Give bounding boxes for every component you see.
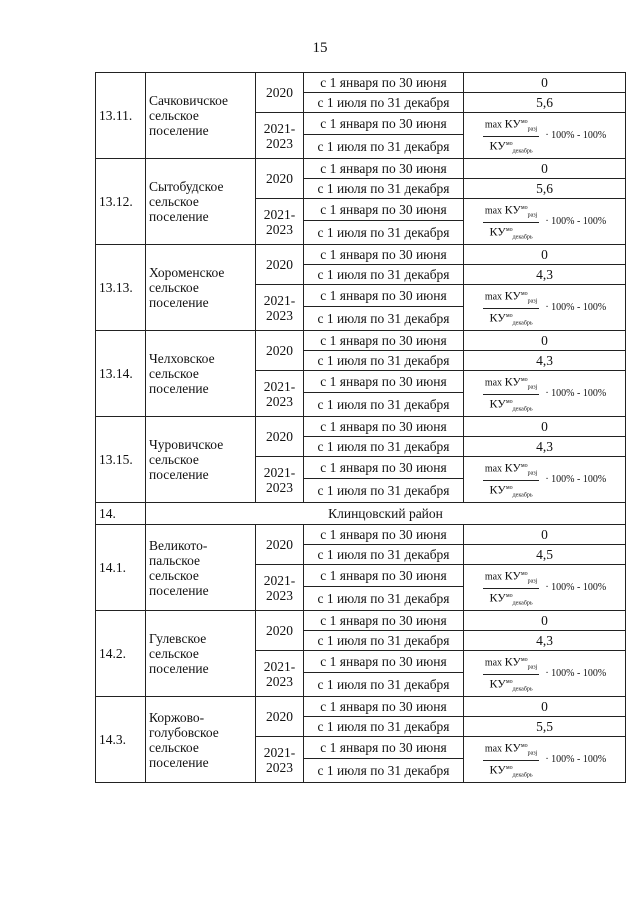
row-number: 14.2. (96, 611, 146, 697)
formula-denominator (488, 481, 535, 500)
formula-fraction (483, 461, 539, 501)
period-second-half: с 1 июля по 31 декабря (304, 93, 464, 113)
year-2021-2023: 2021- 2023 (256, 651, 304, 697)
value-second-half: 4,3 (464, 351, 626, 371)
formula-sub: декабрь (512, 772, 533, 779)
period-second-half: с 1 июля по 31 декабря (304, 265, 464, 285)
period-first-half: с 1 января по 30 июня (304, 371, 464, 393)
table-row (96, 525, 626, 545)
formula-cell (464, 565, 626, 611)
formula-ku: КУ (504, 567, 521, 582)
period-second-half: с 1 июля по 31 декабря (304, 631, 464, 651)
period-second-half: с 1 июля по 31 декабря (304, 759, 464, 783)
ku-formula (483, 655, 606, 695)
year-2021-2023: 2021- 2023 (256, 565, 304, 611)
value-first-half: 0 (464, 697, 626, 717)
value-second-half: 4,5 (464, 545, 626, 565)
formula-numerator (483, 461, 539, 481)
formula-sup: мо (520, 742, 528, 749)
row-number: 13.14. (96, 331, 146, 417)
period-first-half: с 1 января по 30 июня (304, 331, 464, 351)
formula-tail: · 100% - 100% (545, 388, 607, 400)
formula-fraction (483, 375, 539, 415)
formula-cell (464, 457, 626, 503)
row-number: 13.11. (96, 73, 146, 159)
formula-numerator (483, 289, 539, 309)
formula-ku: КУ (489, 590, 506, 605)
period-second-half: с 1 июля по 31 декабря (304, 587, 464, 611)
formula-cell (464, 113, 626, 159)
period-second-half: с 1 июля по 31 декабря (304, 221, 464, 245)
period-second-half: с 1 июля по 31 декабря (304, 673, 464, 697)
region-name: Клинцовский район (146, 503, 626, 525)
ku-formula (483, 569, 606, 609)
row-number: 14.1. (96, 525, 146, 611)
formula-sub: разj (527, 663, 538, 670)
formula-max: max (484, 118, 503, 130)
formula-ku: КУ (504, 459, 521, 474)
formula-sub: разj (527, 211, 538, 218)
table-row (96, 697, 626, 717)
settlement-name: Челховское сельское поселение (146, 331, 256, 417)
table-row (96, 245, 626, 265)
formula-fraction (483, 741, 539, 781)
formula-sub: разj (527, 297, 538, 304)
formula-ku: КУ (489, 762, 506, 777)
formula-cell (464, 371, 626, 417)
formula-ku: КУ (489, 138, 506, 153)
formula-sub: декабрь (512, 686, 533, 693)
year-2021-2023: 2021- 2023 (256, 457, 304, 503)
row-number: 13.13. (96, 245, 146, 331)
period-second-half: с 1 июля по 31 декабря (304, 479, 464, 503)
ku-formula (483, 375, 606, 415)
value-first-half: 0 (464, 73, 626, 93)
formula-tail: · 100% - 100% (545, 216, 607, 228)
period-first-half: с 1 января по 30 июня (304, 697, 464, 717)
period-second-half: с 1 июля по 31 декабря (304, 179, 464, 199)
formula-tail: · 100% - 100% (545, 582, 607, 594)
formula-sub: декабрь (512, 492, 533, 499)
formula-denominator (488, 309, 535, 328)
formula-sup: мо (505, 398, 513, 405)
period-first-half: с 1 января по 30 июня (304, 525, 464, 545)
period-second-half: с 1 июля по 31 декабря (304, 351, 464, 371)
formula-numerator (483, 655, 539, 675)
ku-formula (483, 741, 606, 781)
year-2020: 2020 (256, 611, 304, 651)
value-second-half: 4,3 (464, 631, 626, 651)
formula-ku: КУ (489, 224, 506, 239)
formula-ku: КУ (504, 201, 521, 216)
formula-denominator (488, 137, 535, 156)
formula-ku: КУ (489, 310, 506, 325)
year-2020: 2020 (256, 525, 304, 565)
ku-formula (483, 289, 606, 329)
formula-numerator (483, 375, 539, 395)
formula-sup: мо (505, 764, 513, 771)
formula-sub: декабрь (512, 320, 533, 327)
year-2020: 2020 (256, 73, 304, 113)
formula-sup: мо (520, 204, 528, 211)
formula-ku: КУ (504, 287, 521, 302)
formula-sup: мо (520, 570, 528, 577)
formula-sup: мо (505, 678, 513, 685)
year-2020: 2020 (256, 159, 304, 199)
period-first-half: с 1 января по 30 июня (304, 417, 464, 437)
period-first-half: с 1 января по 30 июня (304, 199, 464, 221)
formula-tail: · 100% - 100% (545, 130, 607, 142)
row-number: 13.12. (96, 159, 146, 245)
formula-cell (464, 651, 626, 697)
formula-denominator (488, 223, 535, 242)
value-second-half: 5,6 (464, 179, 626, 199)
period-second-half: с 1 июля по 31 декабря (304, 307, 464, 331)
table-row (96, 331, 626, 351)
value-second-half: 4,3 (464, 437, 626, 457)
row-number: 14.3. (96, 697, 146, 783)
formula-ku: КУ (504, 653, 521, 668)
formula-sup: мо (505, 312, 513, 319)
period-first-half: с 1 января по 30 июня (304, 651, 464, 673)
formula-denominator (488, 761, 535, 780)
formula-ku: КУ (504, 373, 521, 388)
year-2021-2023: 2021- 2023 (256, 113, 304, 159)
region-row (96, 503, 626, 525)
formula-ku: КУ (489, 396, 506, 411)
formula-fraction (483, 569, 539, 609)
page-number: 15 (312, 40, 328, 56)
period-second-half: с 1 июля по 31 декабря (304, 393, 464, 417)
formula-max: max (484, 462, 503, 474)
formula-fraction (483, 655, 539, 695)
year-2020: 2020 (256, 245, 304, 285)
period-first-half: с 1 января по 30 июня (304, 113, 464, 135)
period-first-half: с 1 января по 30 июня (304, 457, 464, 479)
formula-cell (464, 737, 626, 783)
year-2021-2023: 2021- 2023 (256, 737, 304, 783)
settlement-name: Гулевское сельское поселение (146, 611, 256, 697)
formula-tail: · 100% - 100% (545, 668, 607, 680)
formula-max: max (484, 376, 503, 388)
formula-sup: мо (520, 118, 528, 125)
formula-sub: разj (527, 469, 538, 476)
table-row (96, 73, 626, 93)
settlement-name: Хороменское сельское поселение (146, 245, 256, 331)
formula-cell (464, 285, 626, 331)
formula-sub: декабрь (512, 600, 533, 607)
settlement-name: Коржово-голубовское сельское поселение (146, 697, 256, 783)
value-second-half: 5,5 (464, 717, 626, 737)
formula-max: max (484, 290, 503, 302)
formula-cell (464, 199, 626, 245)
settlement-name: Великото-пальское сельское поселение (146, 525, 256, 611)
formula-sup: мо (520, 290, 528, 297)
ku-formula (483, 461, 606, 501)
period-second-half: с 1 июля по 31 декабря (304, 437, 464, 457)
value-first-half: 0 (464, 159, 626, 179)
settlement-name: Сытобудское сельское поселение (146, 159, 256, 245)
formula-ku: КУ (489, 482, 506, 497)
formula-sup: мо (505, 592, 513, 599)
value-first-half: 0 (464, 417, 626, 437)
period-first-half: с 1 января по 30 июня (304, 159, 464, 179)
formula-tail: · 100% - 100% (545, 302, 607, 314)
year-2021-2023: 2021- 2023 (256, 285, 304, 331)
formula-sub: разj (527, 749, 538, 756)
formula-numerator (483, 203, 539, 223)
period-first-half: с 1 января по 30 июня (304, 737, 464, 759)
value-first-half: 0 (464, 525, 626, 545)
value-first-half: 0 (464, 331, 626, 351)
year-2021-2023: 2021- 2023 (256, 371, 304, 417)
period-second-half: с 1 июля по 31 декабря (304, 717, 464, 737)
formula-sup: мо (520, 462, 528, 469)
settlement-name: Сачковичское сельское поселение (146, 73, 256, 159)
year-2020: 2020 (256, 697, 304, 737)
formula-ku: КУ (489, 676, 506, 691)
value-second-half: 4,3 (464, 265, 626, 285)
formula-numerator (483, 569, 539, 589)
row-number: 14. (96, 503, 146, 525)
formula-denominator (488, 589, 535, 608)
formula-denominator (488, 675, 535, 694)
formula-sub: декабрь (512, 406, 533, 413)
formula-sup: мо (505, 484, 513, 491)
value-second-half: 5,6 (464, 93, 626, 113)
formula-sub: декабрь (512, 234, 533, 241)
formula-numerator (483, 117, 539, 137)
formula-ku: КУ (504, 739, 521, 754)
formula-sup: мо (505, 226, 513, 233)
year-2021-2023: 2021- 2023 (256, 199, 304, 245)
formula-tail: · 100% - 100% (545, 474, 607, 486)
formula-fraction (483, 203, 539, 243)
formula-max: max (484, 742, 503, 754)
ku-formula (483, 203, 606, 243)
formula-sup: мо (505, 140, 513, 147)
table-row (96, 417, 626, 437)
table-row (96, 159, 626, 179)
formula-sub: разj (527, 383, 538, 390)
formula-numerator (483, 741, 539, 761)
formula-ku: КУ (504, 115, 521, 130)
ku-formula (483, 117, 606, 157)
period-second-half: с 1 июля по 31 декабря (304, 135, 464, 159)
formula-max: max (484, 656, 503, 668)
period-first-half: с 1 января по 30 июня (304, 611, 464, 631)
table-body (96, 73, 626, 783)
value-first-half: 0 (464, 245, 626, 265)
row-number: 13.15. (96, 417, 146, 503)
formula-denominator (488, 395, 535, 414)
period-first-half: с 1 января по 30 июня (304, 285, 464, 307)
formula-sub: разj (527, 125, 538, 132)
formula-tail: · 100% - 100% (545, 754, 607, 766)
formula-max: max (484, 204, 503, 216)
formula-fraction (483, 289, 539, 329)
period-second-half: с 1 июля по 31 декабря (304, 545, 464, 565)
formula-max: max (484, 570, 503, 582)
formula-fraction (483, 117, 539, 157)
period-first-half: с 1 января по 30 июня (304, 565, 464, 587)
formula-sup: мо (520, 376, 528, 383)
table-row (96, 611, 626, 631)
period-first-half: с 1 января по 30 июня (304, 245, 464, 265)
formula-sub: декабрь (512, 148, 533, 155)
period-first-half: с 1 января по 30 июня (304, 73, 464, 93)
value-first-half: 0 (464, 611, 626, 631)
settlement-name: Чуровичское сельское поселение (146, 417, 256, 503)
tariff-table (95, 72, 626, 783)
year-2020: 2020 (256, 331, 304, 371)
formula-sub: разj (527, 577, 538, 584)
year-2020: 2020 (256, 417, 304, 457)
formula-sup: мо (520, 656, 528, 663)
